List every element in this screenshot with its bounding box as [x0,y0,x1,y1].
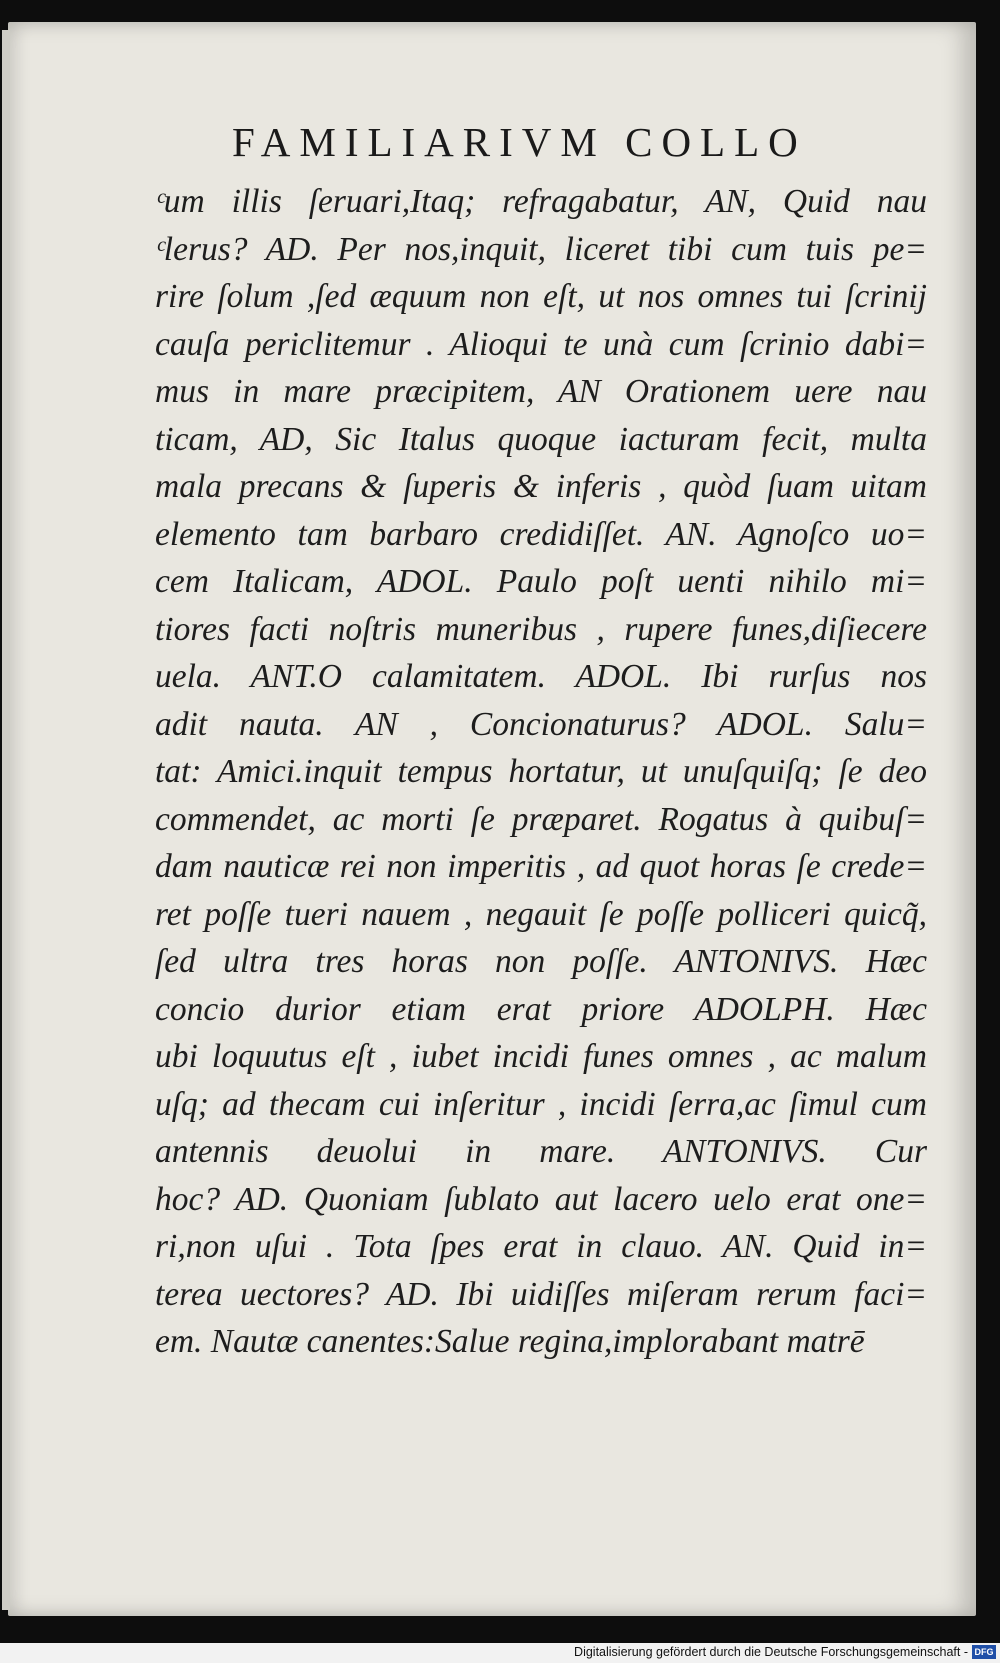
text-line: hoc? AD. Quoniam ſublato aut lacero uelo erat one= [155,1180,927,1218]
text-line: mala precans & ſuperis & inferis , quòd ſuam uitam [155,468,927,505]
text-line: terea uectores? AD. Ibi uidiſſes miſeram rerum faci= [155,1275,927,1313]
page-edge [2,30,10,1610]
text-line: commendet, ac morti ſe præparet. Rogatus à quibuſ= [155,800,927,838]
text-line: ret poſſe tueri nauem , negauit ſe poſſe polliceri quicq̃, [155,895,927,933]
text-line: elemento tam barbaro credidiſſet. AN. Agnoſco uo= [155,515,927,553]
text-line: uſq; ad thecam cui inſeritur , incidi ſerra,ac ſimul cum [155,1085,927,1123]
text-line: cauſa periclitemur . Alioqui te unà cum ſcrinio dabi= [155,325,927,363]
text-line: ᶜum illis ſeruari,Itaq; refragabatur, AN, Quid nau [155,183,927,220]
funding-credit: Digitalisierung gefördert durch die Deutsche Forschungsgemeinschaft - [574,1645,968,1659]
text-line: tiores facti noſtris muneribus , rupere funes,diſiecere [155,610,927,648]
text-line: rire ſolum ,ſed æquum non eſt, ut nos omnes tui ſcrinij [155,278,927,315]
body-text [155,178,927,1366]
text-line: cem Italicam, ADOL. Paulo poſt uenti nihilo mi= [155,563,927,600]
text-line: adit nauta. AN , Concionaturus? ADOL. Salu= [155,705,927,743]
text-line: tat: Amici.inquit tempus hortatur, ut unuſquiſq; ſe deo [155,753,927,790]
text-line: mus in mare præcipitem, AN Orationem uere nau [155,373,927,410]
text-line: dam nauticæ rei non imperitis , ad quot horas ſe crede= [155,848,927,885]
text-line: ſed ultra tres horas non poſſe. ANTONIVS. Hæc [155,943,927,980]
text-line: antennis deuolui in mare. ANTONIVS. Cur [155,1133,927,1170]
digitization-footer [0,1643,1000,1663]
dfg-logo-icon: DFG [972,1645,996,1659]
text-line: ubi loquutus eſt , iubet incidi funes omnes , ac malum [155,1038,927,1075]
text-line: ri,non uſui . Tota ſpes erat in clauo. AN. Quid in= [155,1228,927,1265]
text-line: concio durior etiam erat priore ADOLPH. Hæc [155,990,927,1028]
text-line: ticam, AD, Sic Italus quoque iacturam fecit, multa [155,420,927,458]
text-line: uela. ANT.O calamitatem. ADOL. Ibi rurſus nos [155,658,927,695]
text-line: ᶜlerus? AD. Per nos,inquit, liceret tibi cum tuis pe= [155,230,927,268]
running-title: FAMILIARIVM COLLO [232,119,807,165]
text-line: em. Nautæ canentes:Salue regina,implorabant matrē [155,1323,865,1360]
